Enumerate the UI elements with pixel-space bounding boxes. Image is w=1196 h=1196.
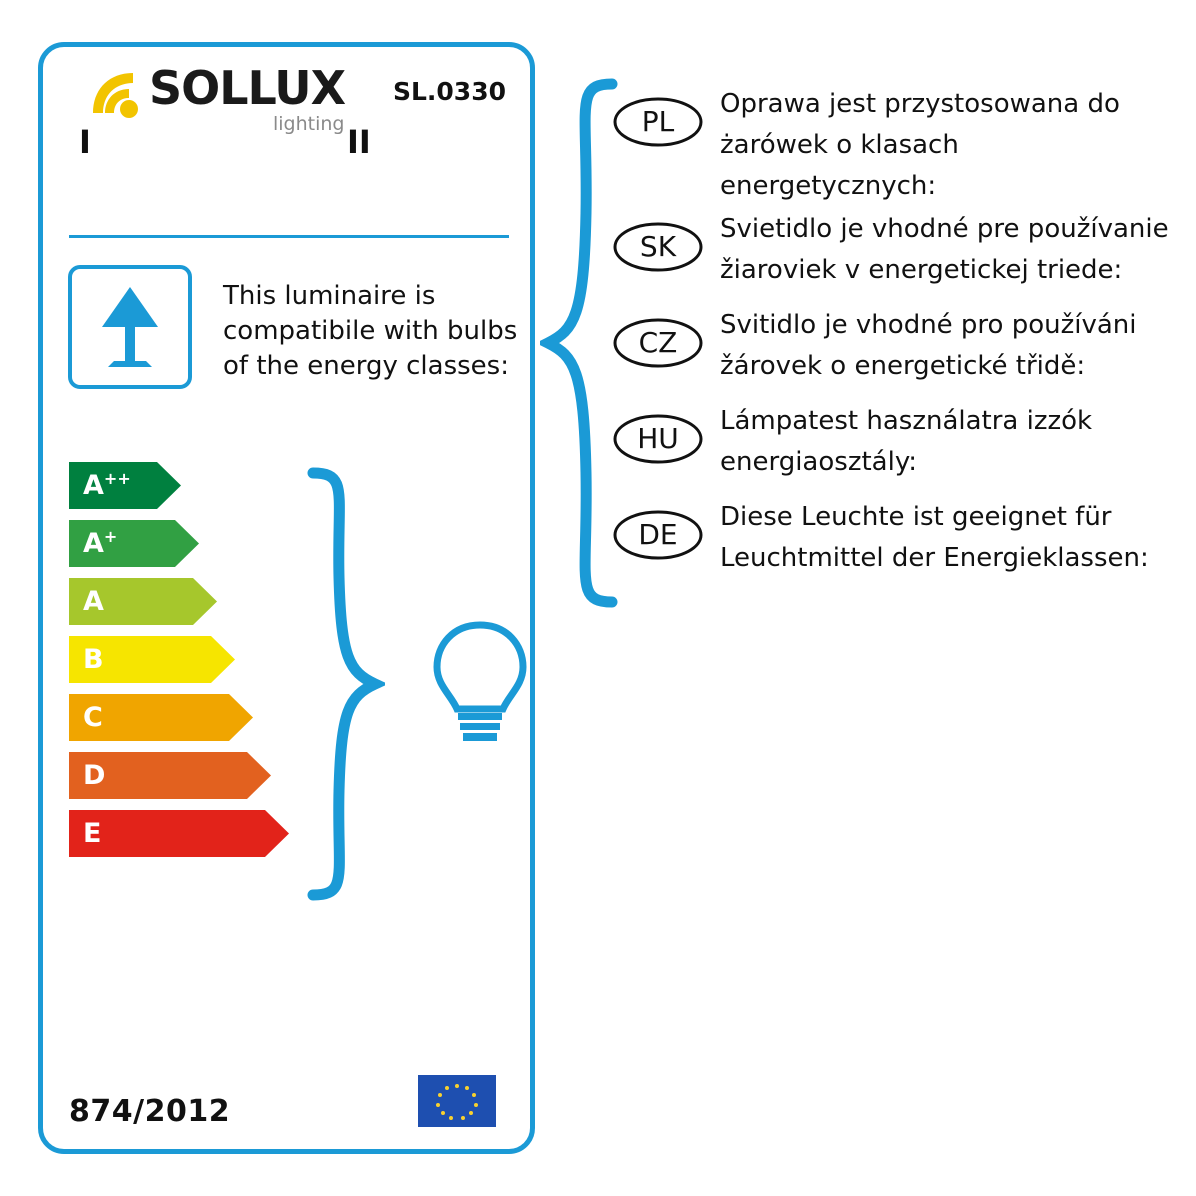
sollux-logo-mark-icon <box>89 67 151 119</box>
energy-bar-label: A+ <box>83 527 118 559</box>
regulation-number: 874/2012 <box>69 1094 231 1129</box>
luminaire-info-card <box>38 42 535 1154</box>
language-text: Svitidlo je vhodné pro používáni žárovek o energetické třidě: <box>720 310 1137 381</box>
protection-class-marks <box>79 123 419 163</box>
language-row-pl <box>612 82 1172 207</box>
table-lamp-icon <box>68 265 192 389</box>
energy-bar-label: B <box>83 644 104 675</box>
language-row-hu <box>612 399 1172 495</box>
energy-bar-a-plus-plus <box>69 462 289 509</box>
curly-brace-icon <box>305 467 385 902</box>
language-badge-icon <box>612 96 704 148</box>
energy-bar-a <box>69 578 289 625</box>
energy-bar-b <box>69 636 289 683</box>
language-badge-icon <box>612 317 704 369</box>
energy-bar-label: D <box>83 760 106 791</box>
energy-bar-d <box>69 752 289 799</box>
protection-class-1: I <box>79 123 91 161</box>
energy-bar-label: A <box>83 586 104 617</box>
energy-bar-c <box>69 694 289 741</box>
brand-tagline: lighting <box>273 113 345 135</box>
light-bulb-icon <box>425 617 535 747</box>
brand-name: SOLLUX <box>149 61 346 115</box>
curly-brace-icon-large <box>540 78 620 608</box>
language-code: HU <box>637 422 679 455</box>
energy-bar-label: C <box>83 702 103 733</box>
energy-bar-label: A++ <box>83 469 131 501</box>
energy-bar-label: E <box>83 818 102 849</box>
language-code: DE <box>638 518 678 551</box>
language-code: SK <box>639 230 677 263</box>
language-list <box>612 82 1172 591</box>
divider <box>69 235 509 238</box>
language-row-sk <box>612 207 1172 303</box>
model-code: SL.0330 <box>392 77 506 106</box>
protection-class-2: II <box>347 123 371 161</box>
language-badge-icon <box>612 221 704 273</box>
language-text: Lámpatest használatra izzók energiaosztály: <box>720 406 1093 477</box>
energy-bar-e <box>69 810 289 857</box>
language-row-de <box>612 495 1172 591</box>
language-text: Diese Leuchte ist geeignet für Leuchtmittel der Energieklassen: <box>720 502 1149 573</box>
energy-class-bars <box>69 462 289 868</box>
language-code: PL <box>641 105 675 138</box>
energy-bar-a-plus <box>69 520 289 567</box>
language-code: CZ <box>638 326 678 359</box>
language-badge-icon <box>612 509 704 561</box>
language-row-cz <box>612 303 1172 399</box>
language-badge-icon <box>612 413 704 465</box>
compatibility-caption: This luminaire is compatibile with bulbs of the energy classes: <box>223 281 518 381</box>
language-text: Svietidlo je vhodné pre používanie žiaroviek v energetickej triede: <box>720 214 1169 285</box>
eu-flag-icon <box>418 1075 496 1127</box>
language-text: Oprawa jest przystosowana do żarówek o klasach energetycznych: <box>720 89 1120 201</box>
